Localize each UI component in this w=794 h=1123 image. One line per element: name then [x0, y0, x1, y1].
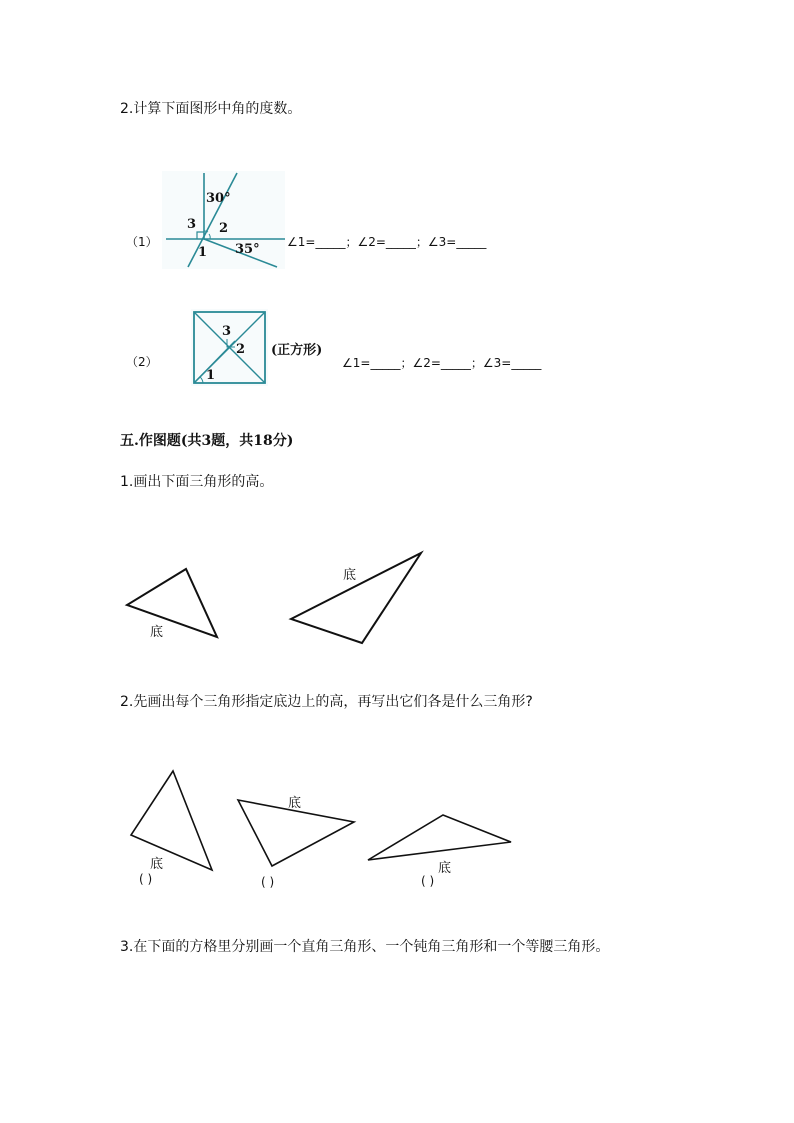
base-label-right: 底 [343, 568, 357, 583]
angle-3-label: 3 [187, 217, 197, 232]
angle-1-label: 1 [198, 245, 208, 260]
part-2-answer-blanks: ∠1=_____；∠2=_____；∠3=_____ [342, 356, 542, 370]
part-2-label: （2） [126, 355, 158, 369]
q2-base-label-3: 底 [438, 861, 452, 876]
s5-question-3-title: 3.在下面的方格里分别画一个直角三角形、一个钝角三角形和一个等腰三角形。 [120, 939, 610, 955]
q2-answer-paren-2[interactable]: ( ) [261, 875, 275, 889]
s5-question-1-title: 1.画出下面三角形的高。 [120, 474, 274, 490]
angle-figure-1 [162, 171, 285, 269]
square-angle-3: 3 [222, 324, 232, 339]
angle-35-label: 35° [235, 242, 260, 257]
part-1-answer-blanks: ∠1=_____；∠2=_____；∠3=_____ [287, 235, 487, 249]
triangles-q1 [120, 548, 440, 653]
q2-base-label-1: 底 [150, 857, 164, 872]
question-2-title: 2.计算下面图形中角的度数。 [120, 101, 302, 117]
section-5-heading: 五.作图题(共3题，共18分) [120, 433, 294, 449]
triangle-left [127, 569, 217, 637]
s5-question-2-title: 2.先画出每个三角形指定底边上的高，再写出它们各是什么三角形? [120, 694, 533, 710]
square-note: (正方形) [271, 343, 323, 358]
square-angle-2: 2 [236, 342, 246, 357]
q2-answer-paren-1[interactable]: ( ) [139, 872, 153, 886]
angle-30-label: 30° [206, 191, 231, 206]
triangle-q2-1 [131, 771, 212, 870]
angle-2-label: 2 [219, 221, 229, 236]
q2-base-label-2: 底 [288, 796, 302, 811]
square-angle-1: 1 [206, 368, 216, 383]
triangles-q2 [120, 762, 520, 877]
square-figure [191, 309, 268, 386]
q2-answer-paren-3[interactable]: ( ) [421, 874, 435, 888]
triangle-q2-3 [368, 815, 511, 860]
base-label-left: 底 [150, 625, 164, 640]
part-1-label: （1） [126, 235, 158, 249]
